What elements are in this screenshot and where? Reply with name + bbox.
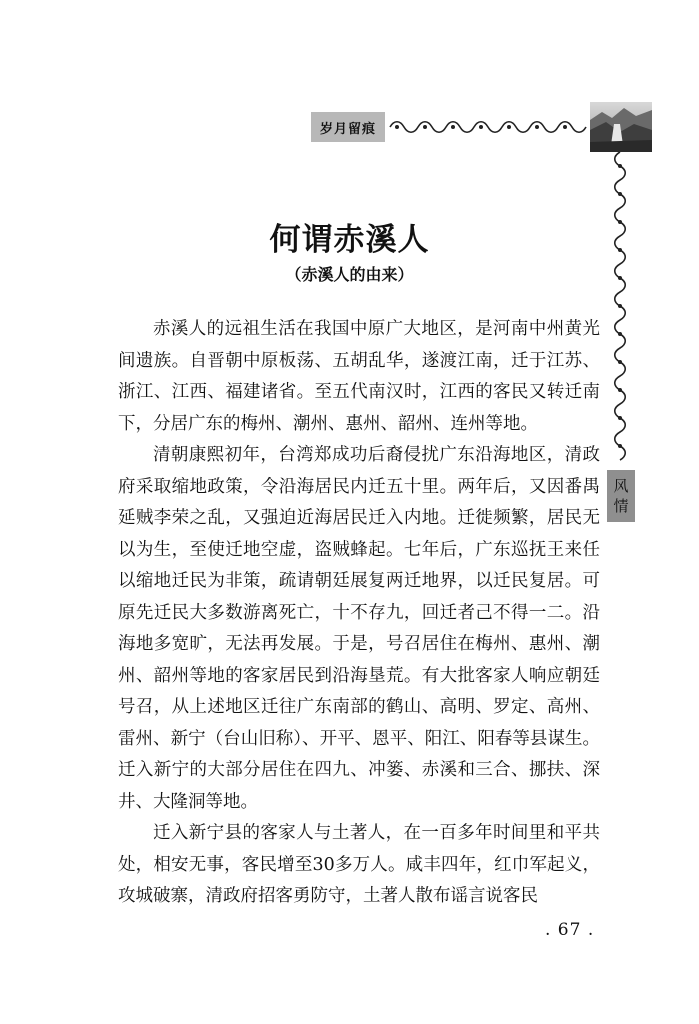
- side-tab-char-1: 风: [613, 477, 629, 495]
- side-section-tab: [607, 470, 635, 522]
- paragraph: 迁入新宁县的客家人与土著人，在一百多年时间里和平共处，相安无事，客民增至30多万人。咸丰四年，红巾军起义，攻城破寨，清政府招客勇防守，土著人散布谣言说客民: [118, 823, 600, 906]
- side-ornament-border: [612, 152, 628, 468]
- header-ornament-border: [388, 120, 588, 134]
- page-title: 何谓赤溪人: [269, 222, 430, 258]
- side-tab-char-2: 情: [613, 497, 629, 515]
- page-number: . 67 .: [545, 920, 595, 940]
- paragraph: 赤溪人的远祖生活在我国中原广大地区，是河南中州黄光间遗族。自晋朝中原板荡、五胡乱华，遂渡江南，迁于江苏、浙江、江西、福建诸省。至五代南汉时，江西的客民又转迁南下，分居广东的梅州、潮州、惠州、韶州、连州等地。: [118, 319, 600, 434]
- section-header-label: 岁月留痕: [311, 112, 385, 142]
- paragraph: 清朝康熙初年，台湾郑成功后裔侵扰广东沿海地区，清政府采取缩地政策，令沿海居民内迁五十里。两年后，又因番禺延贼李荣之乱，又强迫近海居民迁入内地。迁徙频繁，居民无以为生，至使迁地空虚，盗贼蜂起。七年后，广东巡抚王来任以缩地迁民为非策，疏请朝廷展复两迁地界，以迁民复居。可原先迁民大多数游离死亡，十不存九，回迁者己不得一二。沿海地多宽旷，无法再发展。于是，号召居住在梅州、惠州、潮州、韶州等地的客家居民到沿海垦荒。有大批客家人响应朝廷号召，从上述地区迁往广东南部的鹤山、高明、罗定、高州、雷州、新宁（台山旧称）、开平、恩平、阳江、阳春等县谋生。迁入新宁的大部分居住在四九、冲篓、赤溪和三合、挪扶、深井、大隆洞等地。: [118, 445, 600, 812]
- landscape-photo: [590, 102, 652, 152]
- article-body: [118, 314, 600, 913]
- page-subtitle: （赤溪人的由来）: [285, 265, 414, 284]
